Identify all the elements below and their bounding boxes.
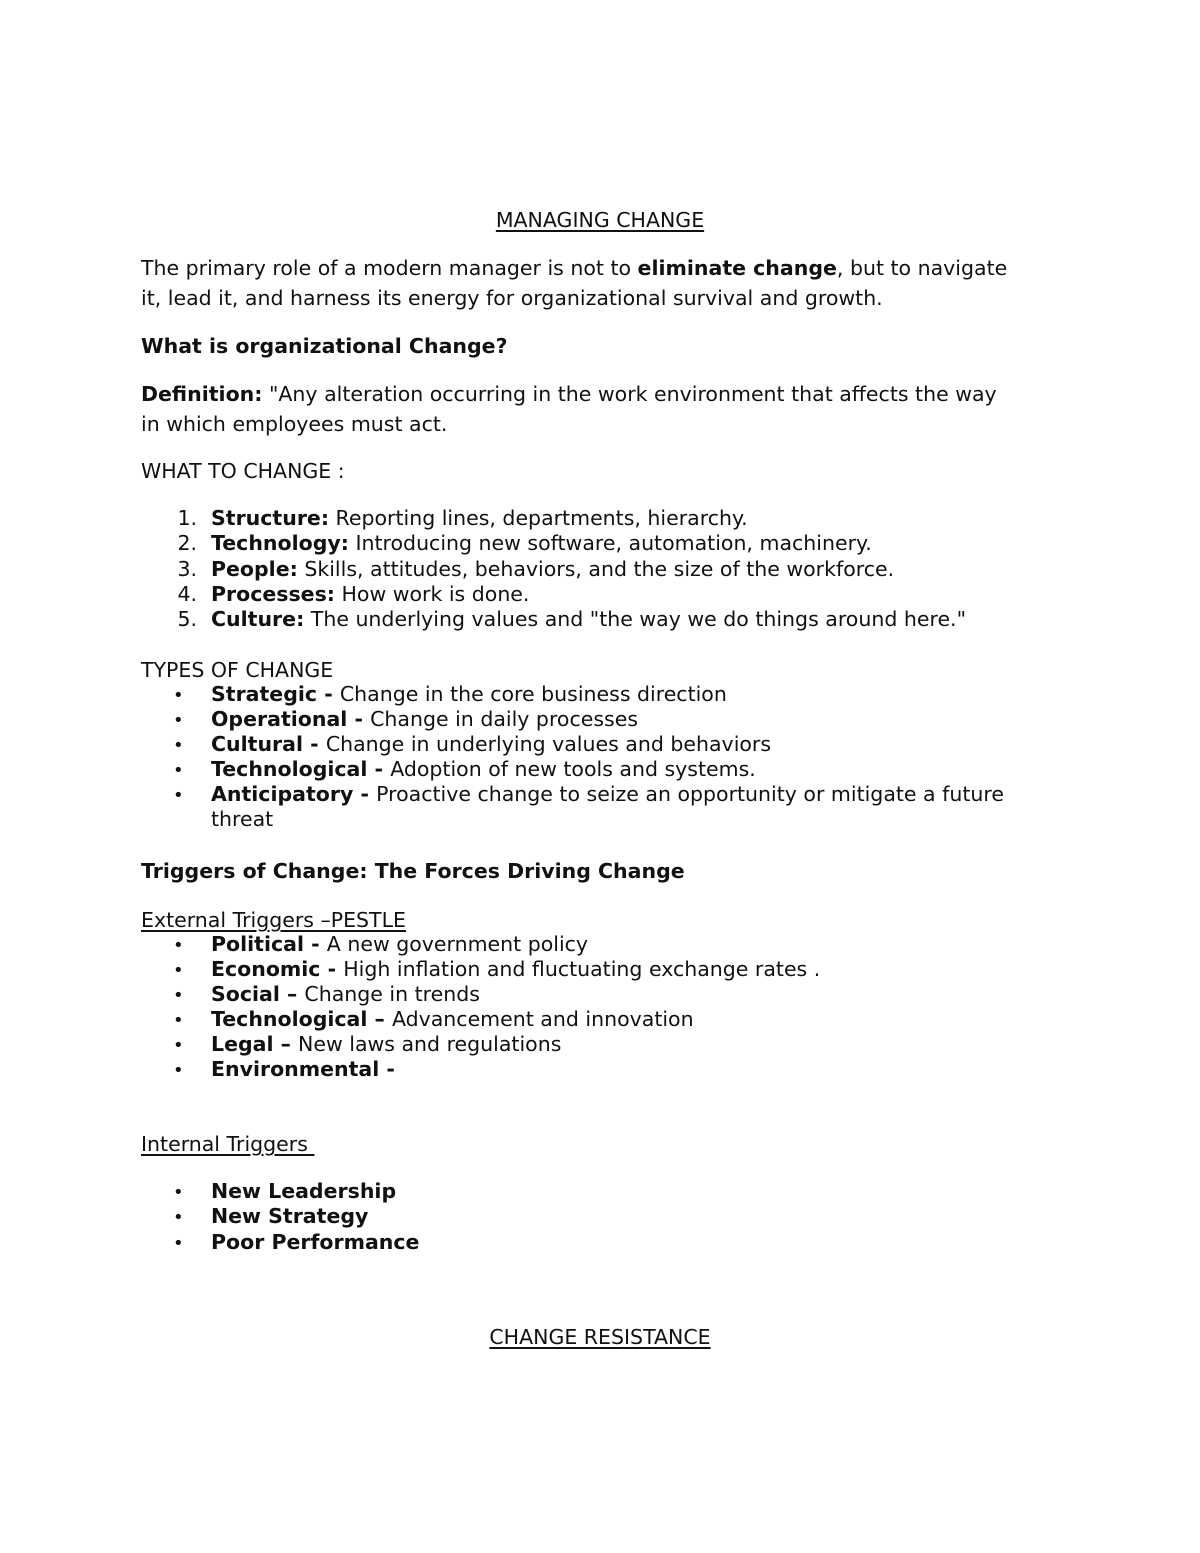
list-item-term: Economic - [211, 957, 344, 981]
intro-line-1 [141, 253, 1070, 283]
list-item-description: High inflation and fluctuating exchange rates . [343, 957, 821, 981]
heading-text: Triggers of Change: The Forces Driving Change [141, 859, 685, 883]
list-item-text [211, 682, 727, 707]
list-item-text [211, 531, 872, 556]
list-item [141, 682, 727, 708]
list-item-description: Introducing new software, automation, machinery. [348, 531, 872, 556]
what-is-heading [141, 331, 1070, 361]
list-item [141, 1032, 561, 1058]
list-item-description: Change in the core business direction [339, 682, 727, 706]
list-item-text [211, 607, 966, 632]
heading-text: CHANGE RESISTANCE [489, 1325, 711, 1349]
list-item-text [211, 582, 529, 607]
definition-label: Definition: [141, 382, 263, 406]
list-item-term: Political - [211, 932, 327, 956]
external-triggers-heading [141, 905, 1070, 935]
list-item [141, 732, 771, 758]
bullet-icon: • [173, 985, 184, 1006]
list-item [141, 957, 820, 983]
list-item-description: New laws and regulations [298, 1032, 562, 1056]
bullet-icon: • [173, 760, 184, 781]
list-item-term: New Strategy [211, 1204, 369, 1229]
list-item-term: Anticipatory - [211, 782, 377, 806]
list-item [141, 582, 529, 607]
list-item-term: New Leadership [211, 1179, 397, 1203]
list-item [141, 1057, 395, 1083]
title-text: MANAGING CHANGE [495, 208, 705, 232]
list-item-term: Processes: [211, 581, 335, 606]
list-item-text [211, 957, 820, 982]
bullet-icon: • [173, 1207, 184, 1229]
list-item-description: How work is done. [334, 581, 530, 606]
intro-emphasis: eliminate change [637, 256, 837, 280]
list-item-term: People: [211, 556, 298, 581]
list-item [141, 1230, 419, 1256]
definition-line-1 [141, 379, 1070, 409]
list-item [141, 607, 966, 632]
change-resistance-heading [0, 1322, 1200, 1352]
what-to-change-heading: WHAT TO CHANGE : [141, 459, 345, 483]
bullet-icon: • [173, 1232, 184, 1254]
bullet-icon: • [173, 1010, 184, 1031]
list-item-term: Cultural - [211, 732, 326, 756]
types-of-change-heading: TYPES OF CHANGE [141, 658, 334, 682]
list-item-text [211, 757, 756, 782]
intro-line-2: it, lead it, and harness its energy for organizational survival and growth. [141, 286, 883, 310]
document-title [0, 205, 1200, 235]
list-item-description: A new government policy [326, 932, 589, 956]
internal-triggers-heading [141, 1129, 1070, 1159]
heading-text: Internal Triggers [141, 1132, 315, 1156]
intro-paragraph [141, 253, 1070, 313]
intro-text: The primary role of a modern manager is not to [141, 256, 638, 280]
list-item-term: Culture: [211, 607, 305, 632]
list-item [141, 932, 588, 958]
list-item-term: Technological – [211, 1007, 392, 1031]
bullet-icon: • [173, 1035, 184, 1056]
list-item-text [211, 506, 748, 531]
list-item-term: Legal – [211, 1032, 299, 1056]
list-item [141, 982, 480, 1008]
list-item-text [211, 782, 1004, 807]
list-item-text [211, 932, 588, 957]
list-item-text [211, 982, 480, 1007]
definition-text: "Any alteration occurring in the work environment that affects the way [262, 382, 997, 406]
bullet-icon: • [173, 710, 184, 731]
bullet-icon: • [173, 1060, 184, 1081]
bullet-icon: • [173, 735, 184, 756]
heading-text: External Triggers –PESTLE [141, 908, 406, 932]
list-item-description: Change in trends [304, 982, 480, 1006]
list-item [141, 782, 1004, 808]
list-item [141, 1179, 396, 1205]
list-item [141, 506, 748, 531]
list-item [141, 707, 638, 733]
bullet-icon: • [173, 1182, 184, 1203]
list-item-term: Technology: [211, 531, 349, 556]
list-number: 3. [177, 556, 197, 581]
intro-text: , but to navigate [836, 256, 1008, 280]
list-item [141, 531, 872, 556]
list-item-term: Environmental - [211, 1057, 395, 1081]
list-number: 1. [177, 506, 197, 530]
list-item [141, 757, 756, 783]
list-item-term: Strategic - [211, 682, 340, 706]
bullet-icon: • [173, 685, 184, 706]
list-item-text [211, 1032, 561, 1057]
bullet-icon: • [173, 785, 184, 806]
heading-text: What is organizational Change? [141, 334, 508, 358]
list-item-description: Adoption of new tools and systems. [390, 757, 756, 781]
list-item-description: Skills, attitudes, behaviors, and the size of the workforce. [297, 556, 895, 581]
list-item-description: Advancement and innovation [391, 1007, 694, 1031]
definition-line-2: in which employees must act. [141, 412, 448, 436]
list-item-description: Change in daily processes [370, 707, 639, 731]
list-number: 4. [177, 581, 197, 606]
list-item [141, 1204, 368, 1230]
bullet-icon: • [173, 935, 184, 956]
list-item-text [211, 732, 771, 757]
list-item-term: Poor Performance [211, 1229, 420, 1254]
list-item-text [211, 1007, 694, 1032]
list-item-continuation: threat [211, 807, 274, 831]
list-number: 5. [177, 607, 197, 632]
list-number: 2. [177, 531, 197, 556]
list-item-term: Social – [211, 982, 305, 1006]
definition-paragraph [141, 379, 1070, 439]
list-item [141, 557, 894, 582]
list-item-description: Reporting lines, departments, hierarchy. [329, 506, 748, 530]
list-item-term: Operational - [211, 707, 371, 731]
triggers-heading [141, 856, 1070, 886]
list-item-text [211, 1057, 395, 1082]
list-item-text [211, 707, 638, 732]
list-item-description: Proactive change to seize an opportunity or mitigate a future [376, 782, 1004, 806]
list-item-term: Structure: [211, 506, 330, 530]
list-item [141, 1007, 694, 1033]
list-item-description: Change in underlying values and behaviors [325, 732, 772, 756]
bullet-icon: • [173, 960, 184, 981]
list-item-description: The underlying values and "the way we do things around here." [304, 607, 966, 632]
list-item-term: Technological - [211, 757, 391, 781]
list-item-text [211, 557, 894, 582]
